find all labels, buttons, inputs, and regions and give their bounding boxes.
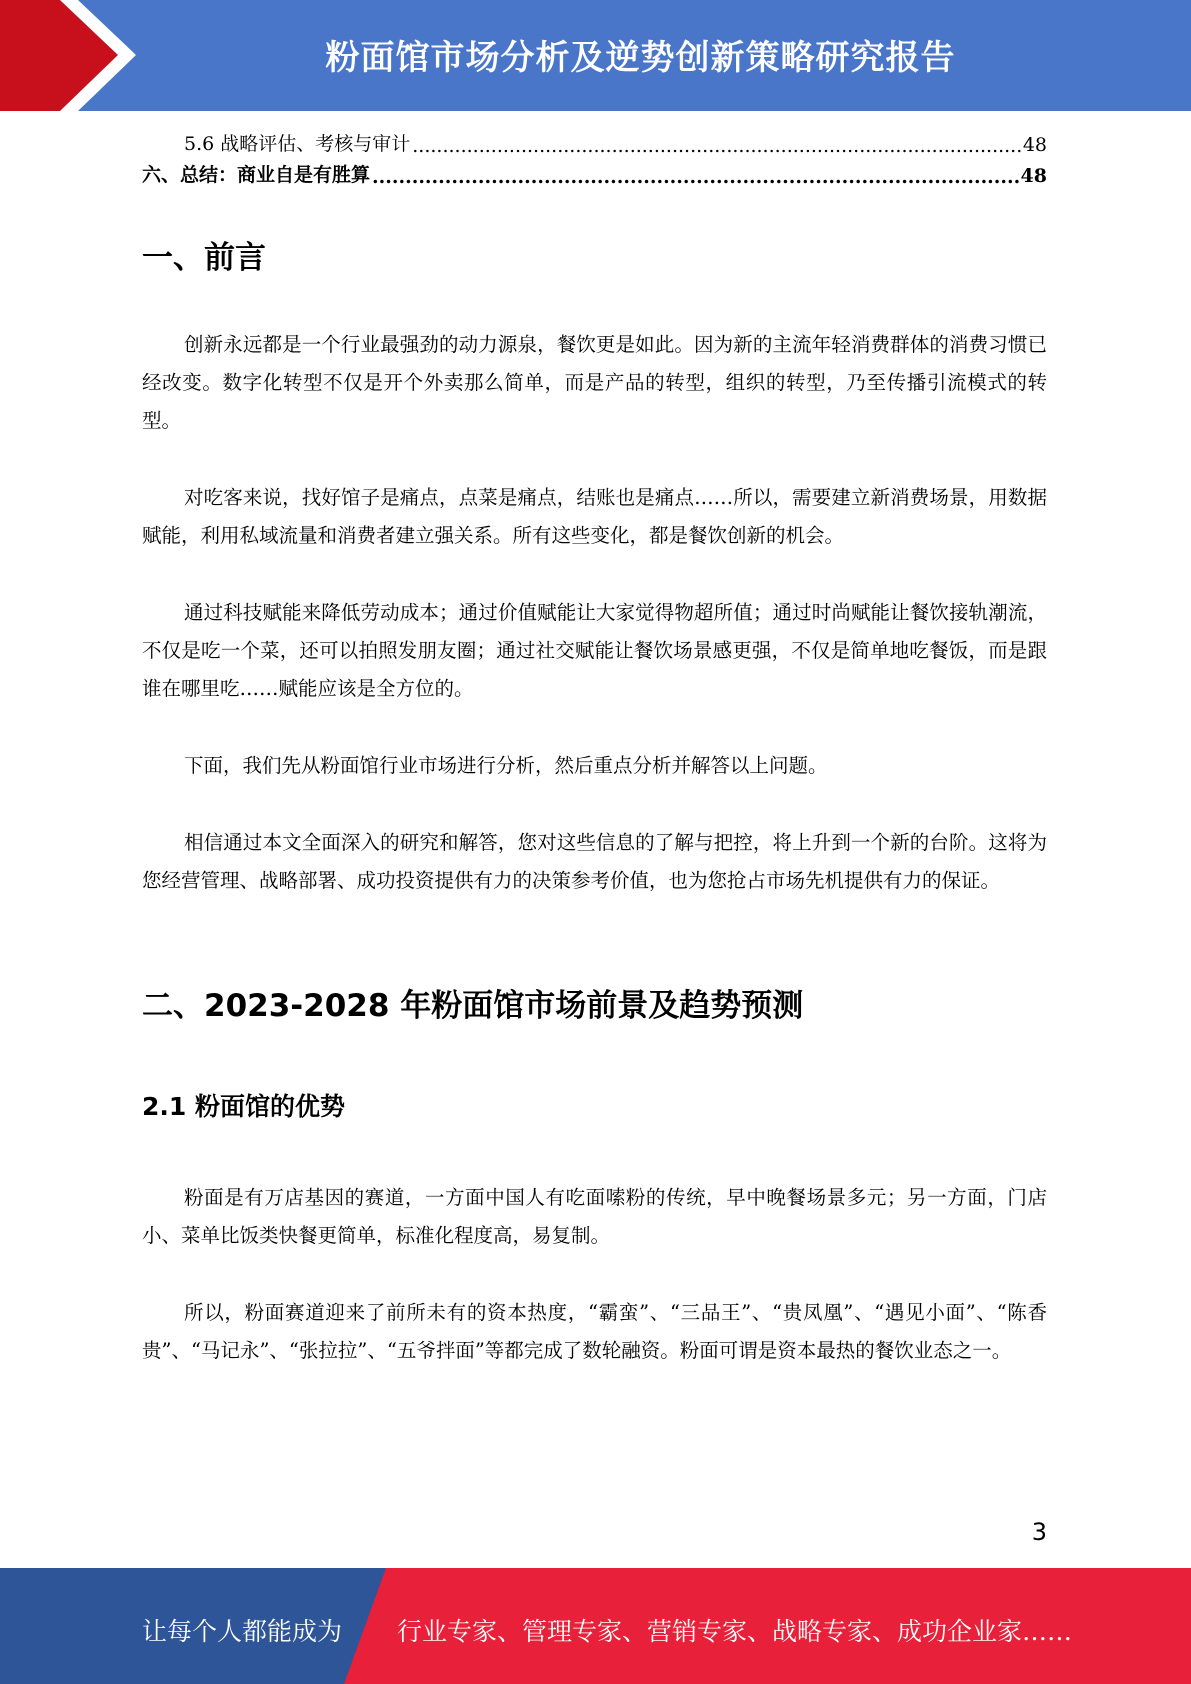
paragraph: 粉面是有万店基因的赛道，一方面中国人有吃面嗦粉的传统，早中晚餐场景多元；另一方面，门店小、菜单比饭类快餐更简单，标准化程度高，易复制。 [142, 1186, 1047, 1247]
page-number: 3 [1031, 1518, 1047, 1546]
paragraph: 通过科技赋能来降低劳动成本；通过价值赋能让大家觉得物超所值；通过时尚赋能让餐饮接轨潮流，不仅是吃一个菜，还可以拍照发朋友圈；通过社交赋能让餐饮场景感更强，不仅是简单地吃餐饭，而是跟谁在哪里吃……赋能应该是全方位的。 [142, 601, 1047, 700]
subsection-heading-advantage: 2.1 粉面馆的优势 [142, 1092, 345, 1121]
footer-slogan-right: 行业专家、管理专家、营销专家、战略专家、成功企业家…… [397, 1617, 1073, 1646]
page-footer [0, 1568, 1191, 1684]
toc-leader-dots [372, 168, 1019, 187]
toc-entry-label: 六、总结：商业自是有胜算 [142, 164, 371, 186]
paragraph: 下面，我们先从粉面馆行业市场进行分析，然后重点分析并解答以上问题。 [184, 754, 828, 777]
section-heading-forecast: 二、2023-2028 年粉面馆市场前景及趋势预测 [142, 988, 804, 1024]
toc-entry-label: 5.6 战略评估、考核与审计 [184, 133, 411, 155]
toc-leader-dots [412, 137, 1021, 156]
paragraph: 所以，粉面赛道迎来了前所未有的资本热度，“霸蛮”、“三品王”、“贵凤凰”、“遇见小面”、“陈香贵”、“马记永”、“张拉拉”、“五爷拌面”等都完成了数轮融资。粉面可谓是资本最热的餐饮业态之一。 [142, 1301, 1047, 1362]
section-heading-preface: 一、前言 [142, 240, 266, 276]
page-header [0, 0, 1191, 111]
header-chevron-decoration [0, 0, 160, 111]
toc-entry-page: 48 [1022, 134, 1047, 156]
paragraph: 相信通过本文全面深入的研究和解答，您对这些信息的了解与把控，将上升到一个新的台阶。这将为您经营管理、战略部署、成功投资提供有力的决策参考价值，也为您抢占市场先机提供有力的保证。 [142, 831, 1047, 892]
toc-entry-page: 48 [1020, 165, 1047, 187]
toc-entry-6[interactable] [142, 161, 1047, 187]
footer-slogan-left: 让每个人都能成为 [142, 1617, 343, 1646]
paragraph: 创新永远都是一个行业最强劲的动力源泉，餐饮更是如此。因为新的主流年轻消费群体的消费习惯已经改变。数字化转型不仅是开个外卖那么简单，而是产品的转型，组织的转型，乃至传播引流模式的转型。 [142, 333, 1047, 432]
toc-entry-5-6[interactable] [142, 130, 1047, 156]
report-title: 粉面馆市场分析及逆势创新策略研究报告 [325, 38, 956, 78]
paragraph: 对吃客来说，找好馆子是痛点，点菜是痛点，结账也是痛点……所以，需要建立新消费场景，用数据赋能，利用私域流量和消费者建立强关系。所有这些变化，都是餐饮创新的机会。 [142, 486, 1047, 547]
